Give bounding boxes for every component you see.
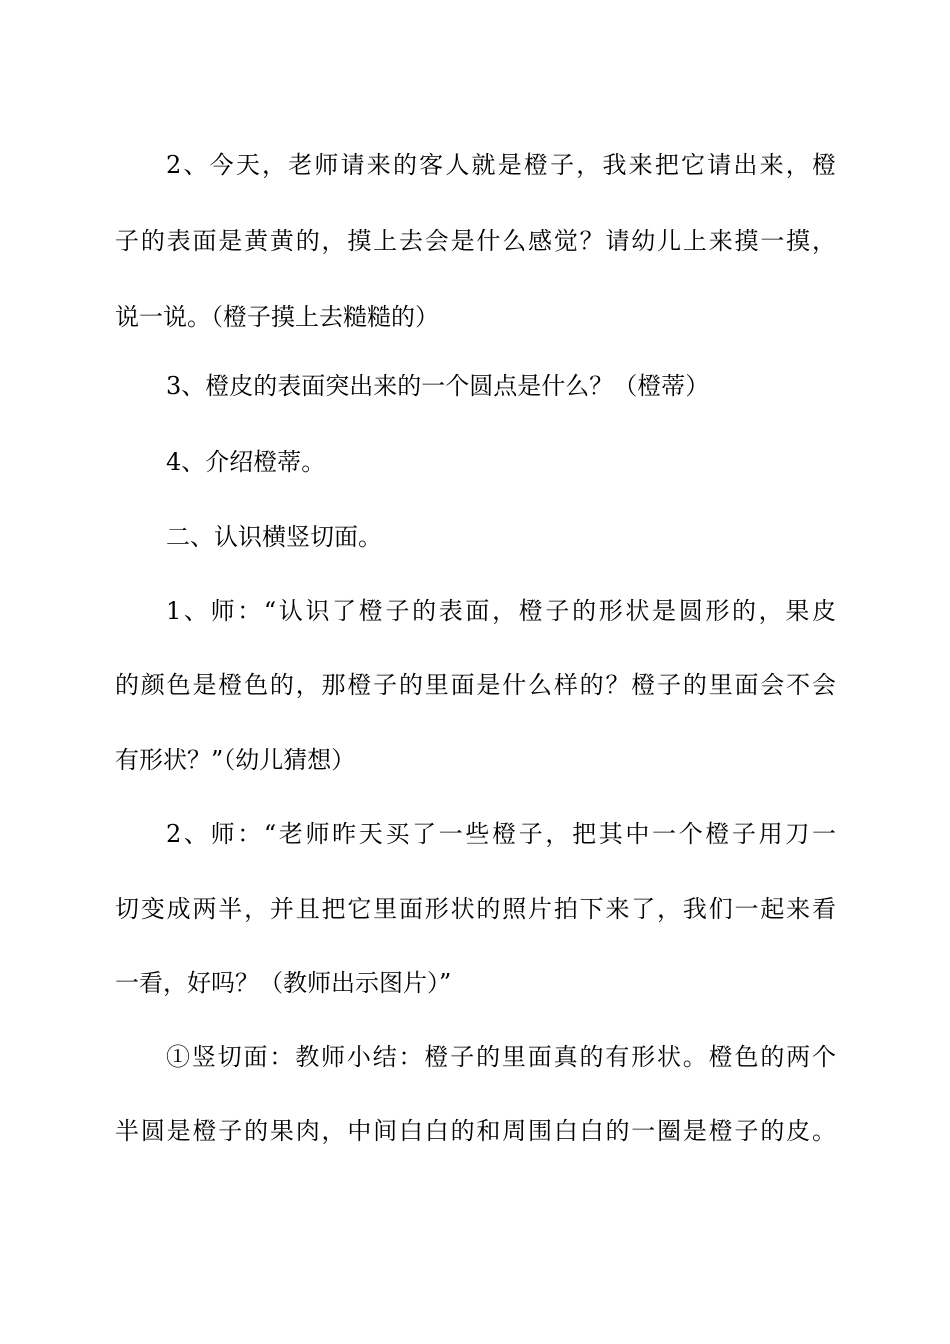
text-line — [0, 812, 950, 856]
paragraph-text: 切变成两半，并且把它里面形状的照片拍下来了，我们一起来看 — [115, 895, 836, 923]
text-line — [0, 219, 950, 263]
paragraph-text: 一看，好吗？（教师出示图片）” — [115, 969, 452, 997]
text-line — [0, 295, 950, 339]
text-line — [0, 887, 950, 931]
text-line — [0, 738, 950, 782]
paragraph-text: 2、师：“老师昨天买了一些橙子，把其中一个橙子用刀一 — [166, 820, 836, 848]
text-line — [0, 440, 950, 484]
paragraph-text: 说一说。（橙子摸上去糙糙的） — [115, 303, 439, 331]
text-line — [0, 1035, 950, 1079]
paragraph-text: 的颜色是橙色的，那橙子的里面是什么样的？橙子的里面会不会 — [115, 671, 836, 699]
section-heading — [0, 515, 950, 559]
text-line — [0, 589, 950, 633]
text-line — [0, 1109, 950, 1153]
paragraph-text: 1、师：“认识了橙子的表面，橙子的形状是圆形的，果皮 — [166, 597, 836, 625]
text-line — [0, 364, 950, 408]
paragraph-text: 3、橙皮的表面突出来的一个圆点是什么？（橙蒂） — [166, 372, 710, 400]
paragraph-text: 4、介绍橙蒂。 — [166, 448, 326, 476]
paragraph-text: 2、今天，老师请来的客人就是橙子，我来把它请出来，橙 — [166, 151, 836, 179]
text-line — [0, 961, 950, 1005]
paragraph-text: 半圆是橙子的果肉，中间白白的和周围白白的一圈是橙子的皮。 — [115, 1117, 836, 1145]
paragraph-text: ①竖切面：教师小结：橙子的里面真的有形状。橙色的两个 — [166, 1043, 836, 1071]
text-line — [0, 143, 950, 187]
heading-text: 二、认识横竖切面。 — [166, 523, 382, 551]
paragraph-text: 有形状？”（幼儿猜想） — [115, 746, 356, 774]
text-line — [0, 663, 950, 707]
paragraph-text: 子的表面是黄黄的，摸上去会是什么感觉？请幼儿上来摸一摸， — [115, 227, 836, 255]
